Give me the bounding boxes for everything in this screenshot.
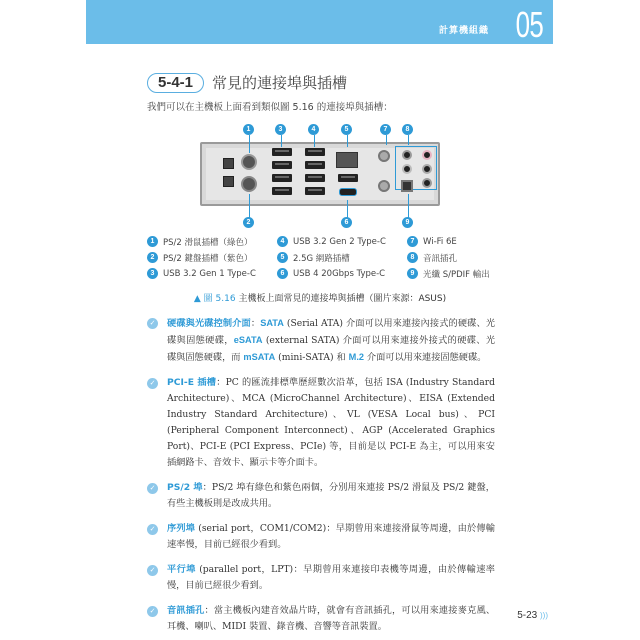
callout-6: 6 — [341, 217, 352, 228]
section-number-badge: 5-4-1 — [147, 73, 204, 93]
bullet-term: 平行埠 — [167, 564, 196, 575]
audio-jack — [402, 164, 412, 174]
check-circle-icon: ✓ — [147, 483, 158, 494]
bullet-text: ：PC 的匯流排標準歷經數次沿革，包括 ISA (Industry Standard Architecture)、MCA (MicroChannel Architecture)、EISA (Extended Industry Standard Architecture)、VL (VESA Local bus)、PCI (Peripheral Component Interconnect)、AGP (Accelerated Graphics Port)、PCI-E (PCI Express、PCIe) 等，目前是以 PCI-E 為主，可以用來安插網路卡、音效卡、顯示卡等介面卡。 — [167, 377, 495, 468]
figure-caption — [0, 291, 640, 304]
bullet-term: 硬碟與光碟控制介面 — [167, 318, 251, 329]
section-heading — [147, 72, 347, 93]
check-circle-icon: ✓ — [147, 378, 158, 389]
usb-c-port — [339, 188, 357, 196]
sound-waves-icon: ))) — [540, 611, 548, 620]
keyword: SATA — [260, 318, 284, 328]
check-circle-icon: ✓ — [147, 318, 158, 329]
keyword: mSATA — [243, 352, 276, 362]
chapter-header-band — [86, 0, 553, 44]
wifi-antenna-connector — [378, 180, 390, 192]
bullet-term: PCI-E 插槽 — [167, 377, 217, 388]
callout-9: 9 — [402, 217, 413, 228]
usb-port — [272, 174, 292, 182]
bullet-item — [147, 521, 495, 553]
caption-text: 主機板上面常見的連接埠與插槽（圖片來源：ASUS) — [238, 294, 447, 304]
ps2-keyboard-port — [241, 176, 257, 192]
audio-jack — [422, 164, 432, 174]
bullet-text: (external SATA) 介面可以用來連接外接式的硬碟、光碟與固態硬碟，而 — [167, 335, 496, 363]
number-badge-icon: 5 — [277, 252, 288, 263]
bullet-text: ：當主機板內建音效晶片時，就會有音訊插孔，可以用來連接麥克風、耳機、喇叭、MIDI 裝置、錄音機、音響等音訊裝置。 — [167, 605, 496, 632]
triangle-icon: ▲ — [193, 294, 201, 304]
usb-port — [272, 161, 292, 169]
ps2-mouse-port — [241, 154, 257, 170]
audio-jack — [422, 178, 432, 188]
number-badge-icon: 2 — [147, 252, 158, 263]
wifi-antenna-connector — [378, 150, 390, 162]
callout-2: 2 — [243, 217, 254, 228]
usb-port — [305, 187, 325, 195]
keyword: M.2 — [348, 352, 364, 362]
audio-jack — [422, 150, 432, 160]
io-panel-figure — [200, 122, 440, 232]
check-circle-icon: ✓ — [147, 524, 158, 535]
number-badge-icon: 3 — [147, 268, 158, 279]
section-title: 常見的連接埠與插槽 — [212, 74, 348, 92]
io-shield-plate — [200, 142, 440, 206]
intro-paragraph: 我們可以在主機板上面看到類似圖 5.16 的連接埠與插槽： — [147, 102, 393, 113]
usb-port — [272, 187, 292, 195]
chapter-title: 計算機組織 — [438, 26, 489, 36]
clear-cmos-button — [223, 158, 234, 169]
legend-item: 1 PS/2 滑鼠插槽（綠色） — [147, 235, 277, 248]
bullet-term: 音訊插孔 — [167, 605, 205, 616]
bullet-item — [147, 603, 495, 635]
keyword: eSATA — [233, 335, 263, 345]
usb-port — [338, 174, 358, 182]
optical-spdif-port — [401, 180, 413, 192]
legend-item: 9 光纖 S/PDIF 輸出 — [407, 267, 477, 280]
usb-port — [305, 148, 325, 156]
check-circle-icon: ✓ — [147, 606, 158, 617]
legend-item: 6 USB 4 20Gbps Type-C — [277, 267, 407, 280]
bullet-text: (Serial ATA) 介面可以用來連接內接式的硬碟、光碟與固態硬碟， — [167, 318, 496, 346]
chapter-number: 05 — [515, 4, 543, 45]
bullet-item — [147, 375, 495, 471]
callout-8: 8 — [402, 124, 413, 135]
bios-flashback-button — [223, 176, 234, 187]
legend-item: 2 PS/2 鍵盤插槽（紫色） — [147, 251, 277, 264]
bullet-text: 介面可以用來連接固態硬碟。 — [364, 352, 487, 363]
number-badge-icon: 4 — [277, 236, 288, 247]
callout-7: 7 — [380, 124, 391, 135]
callout-5: 5 — [341, 124, 352, 135]
bullet-text: ： — [250, 318, 261, 329]
bullet-item — [147, 480, 495, 512]
bullet-item — [147, 315, 495, 366]
bullet-item — [147, 562, 495, 594]
number-badge-icon: 1 — [147, 236, 158, 247]
callout-4: 4 — [308, 124, 319, 135]
number-badge-icon: 6 — [277, 268, 288, 279]
legend-item: 8 音訊插孔 — [407, 251, 477, 264]
bullet-term: PS/2 埠 — [167, 482, 203, 493]
usb-port — [272, 148, 292, 156]
callout-1: 1 — [243, 124, 254, 135]
page-number: 5-23 ))) — [517, 610, 548, 621]
audio-jack — [402, 150, 412, 160]
callout-3: 3 — [275, 124, 286, 135]
legend-item: 3 USB 3.2 Gen 1 Type-C — [147, 267, 277, 280]
number-badge-icon: 9 — [407, 268, 418, 279]
bullet-list — [147, 315, 495, 640]
legend-item: 7 Wi-Fi 6E — [407, 235, 477, 248]
bullet-text: ：PS/2 埠有綠色和紫色兩個，分別用來連接 PS/2 滑鼠及 PS/2 鍵盤，有些主機板則是改成共用。 — [167, 482, 495, 509]
number-badge-icon: 8 — [407, 252, 418, 263]
legend-item: 5 2.5G 網路插槽 — [277, 251, 407, 264]
ethernet-port — [336, 152, 358, 168]
bullet-text: (mini-SATA) 和 — [275, 352, 349, 363]
figure-label: 圖 5.16 — [203, 294, 236, 304]
figure-legend — [147, 235, 490, 280]
number-badge-icon: 7 — [407, 236, 418, 247]
bullet-text: (serial port，COM1/COM2)：早期曾用來連接滑鼠等周邊，由於傳輸速率慢，目前已經很少看到。 — [167, 523, 495, 550]
check-circle-icon: ✓ — [147, 565, 158, 576]
usb-port — [305, 174, 325, 182]
legend-item: 4 USB 3.2 Gen 2 Type-C — [277, 235, 407, 248]
bullet-text: (parallel port，LPT)：早期曾用來連接印表機等周邊，由於傳輸速率慢，目前已經很少看到。 — [167, 564, 495, 591]
usb-port — [305, 161, 325, 169]
bullet-term: 序列埠 — [167, 523, 196, 534]
